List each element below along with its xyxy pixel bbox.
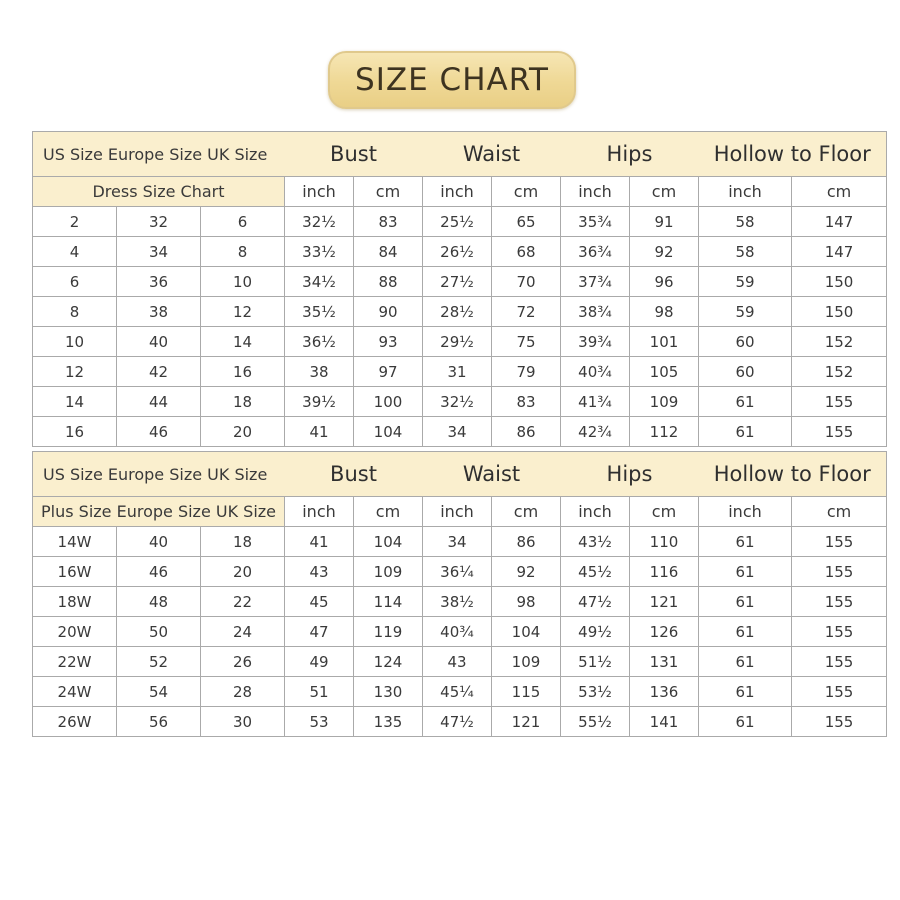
uk-size-cell: 28 bbox=[201, 677, 285, 707]
hollow-inch-cell: 61 bbox=[699, 707, 792, 737]
hollow-to-floor-header: Hollow to Floor bbox=[699, 132, 887, 177]
table-row bbox=[33, 297, 887, 327]
europe-size-cell: 38 bbox=[117, 297, 201, 327]
bust-cm-cell: 84 bbox=[354, 237, 423, 267]
bust-inch-cell: 47 bbox=[285, 617, 354, 647]
hollow-cm-cell: 155 bbox=[792, 677, 887, 707]
hollow-inch-cell: 58 bbox=[699, 237, 792, 267]
bust-inch-cell: 45 bbox=[285, 587, 354, 617]
bust-cm-cell: 124 bbox=[354, 647, 423, 677]
europe-size-cell: 44 bbox=[117, 387, 201, 417]
us-size-cell: 2 bbox=[33, 207, 117, 237]
europe-size-cell: 46 bbox=[117, 417, 201, 447]
hips-inch-cell: 38¾ bbox=[561, 297, 630, 327]
uk-size-cell: 18 bbox=[201, 527, 285, 557]
hips-header: Hips bbox=[561, 132, 699, 177]
bust-header: Bust bbox=[285, 132, 423, 177]
waist-cm-cell: 83 bbox=[492, 387, 561, 417]
table-row bbox=[33, 557, 887, 587]
bust-cm-cell: 100 bbox=[354, 387, 423, 417]
us-size-cell: 6 bbox=[33, 267, 117, 297]
table-row bbox=[33, 207, 887, 237]
us-size-cell: 14W bbox=[33, 527, 117, 557]
table-row bbox=[33, 677, 887, 707]
hollow-cm-cell: 152 bbox=[792, 357, 887, 387]
hollow-inch-cell: 59 bbox=[699, 297, 792, 327]
hollow-cm-cell: 155 bbox=[792, 527, 887, 557]
waist-inch-cell: 40¾ bbox=[423, 617, 492, 647]
us-size-cell: 20W bbox=[33, 617, 117, 647]
uk-size-cell: 22 bbox=[201, 587, 285, 617]
bust-inch-cell: 53 bbox=[285, 707, 354, 737]
europe-size-cell: 32 bbox=[117, 207, 201, 237]
hollow-cm-cell: 147 bbox=[792, 237, 887, 267]
table-row bbox=[33, 357, 887, 387]
hips-inch-cell: 36¾ bbox=[561, 237, 630, 267]
hips-inch-cell: 53½ bbox=[561, 677, 630, 707]
hips-inch-cell: 49½ bbox=[561, 617, 630, 647]
hollow-inch-cell: 61 bbox=[699, 587, 792, 617]
waist-inch-unit: inch bbox=[423, 177, 492, 207]
page-title: SIZE CHART bbox=[328, 51, 576, 109]
bust-inch-cell: 39½ bbox=[285, 387, 354, 417]
waist-cm-cell: 65 bbox=[492, 207, 561, 237]
us-size-cell: 24W bbox=[33, 677, 117, 707]
waist-cm-cell: 86 bbox=[492, 527, 561, 557]
bust-inch-cell: 43 bbox=[285, 557, 354, 587]
bust-cm-unit: cm bbox=[354, 177, 423, 207]
dress-table-body bbox=[33, 207, 887, 447]
table-row bbox=[33, 387, 887, 417]
hollow-inch-cell: 61 bbox=[699, 387, 792, 417]
table-row bbox=[33, 237, 887, 267]
europe-size-cell: 54 bbox=[117, 677, 201, 707]
bust-cm-cell: 104 bbox=[354, 417, 423, 447]
waist-inch-cell: 36¼ bbox=[423, 557, 492, 587]
dress-size-table bbox=[32, 131, 887, 447]
waist-inch-cell: 47½ bbox=[423, 707, 492, 737]
waist-inch-cell: 32½ bbox=[423, 387, 492, 417]
hollow-inch-cell: 61 bbox=[699, 647, 792, 677]
us-size-cell: 12 bbox=[33, 357, 117, 387]
hollow-inch-cell: 60 bbox=[699, 327, 792, 357]
waist-cm-cell: 75 bbox=[492, 327, 561, 357]
waist-inch-cell: 34 bbox=[423, 527, 492, 557]
waist-inch-cell: 29½ bbox=[423, 327, 492, 357]
hips-cm-cell: 136 bbox=[630, 677, 699, 707]
hollow-cm-cell: 155 bbox=[792, 417, 887, 447]
table-row bbox=[33, 617, 887, 647]
europe-size-cell: 48 bbox=[117, 587, 201, 617]
bust-cm-cell: 119 bbox=[354, 617, 423, 647]
waist-inch-cell: 27½ bbox=[423, 267, 492, 297]
europe-size-cell: 56 bbox=[117, 707, 201, 737]
hips-cm-cell: 116 bbox=[630, 557, 699, 587]
hips-cm-cell: 131 bbox=[630, 647, 699, 677]
uk-size-cell: 12 bbox=[201, 297, 285, 327]
hollow-inch-cell: 60 bbox=[699, 357, 792, 387]
hollow-inch-cell: 61 bbox=[699, 557, 792, 587]
hips-inch-cell: 43½ bbox=[561, 527, 630, 557]
bust-inch-cell: 35½ bbox=[285, 297, 354, 327]
waist-cm-cell: 109 bbox=[492, 647, 561, 677]
hollow-cm-cell: 155 bbox=[792, 707, 887, 737]
hips-cm-cell: 126 bbox=[630, 617, 699, 647]
waist-inch-cell: 28½ bbox=[423, 297, 492, 327]
hollow-cm-cell: 150 bbox=[792, 297, 887, 327]
waist-inch-cell: 34 bbox=[423, 417, 492, 447]
hollow-cm-cell: 155 bbox=[792, 557, 887, 587]
waist-cm-cell: 72 bbox=[492, 297, 561, 327]
hollow-cm-cell: 155 bbox=[792, 647, 887, 677]
size-systems-header: US Size Europe Size UK Size bbox=[33, 452, 285, 497]
hollow-cm-cell: 150 bbox=[792, 267, 887, 297]
waist-cm-unit: cm bbox=[492, 497, 561, 527]
us-size-cell: 10 bbox=[33, 327, 117, 357]
table-header-row bbox=[33, 452, 887, 497]
hips-inch-cell: 39¾ bbox=[561, 327, 630, 357]
bust-inch-unit: inch bbox=[285, 177, 354, 207]
table-header-row bbox=[33, 132, 887, 177]
hollow-cm-cell: 155 bbox=[792, 617, 887, 647]
waist-cm-cell: 92 bbox=[492, 557, 561, 587]
plus-table-body bbox=[33, 527, 887, 737]
hips-cm-unit: cm bbox=[630, 177, 699, 207]
uk-size-cell: 26 bbox=[201, 647, 285, 677]
bust-cm-cell: 90 bbox=[354, 297, 423, 327]
bust-inch-cell: 32½ bbox=[285, 207, 354, 237]
hollow-inch-cell: 58 bbox=[699, 207, 792, 237]
hollow-inch-cell: 61 bbox=[699, 527, 792, 557]
waist-header: Waist bbox=[423, 452, 561, 497]
uk-size-cell: 6 bbox=[201, 207, 285, 237]
hollow-inch-cell: 61 bbox=[699, 617, 792, 647]
uk-size-cell: 30 bbox=[201, 707, 285, 737]
europe-size-cell: 46 bbox=[117, 557, 201, 587]
europe-size-cell: 36 bbox=[117, 267, 201, 297]
waist-inch-cell: 45¼ bbox=[423, 677, 492, 707]
waist-inch-cell: 38½ bbox=[423, 587, 492, 617]
bust-inch-cell: 41 bbox=[285, 417, 354, 447]
hips-cm-unit: cm bbox=[630, 497, 699, 527]
hollow-cm-unit: cm bbox=[792, 177, 887, 207]
hollow-inch-cell: 59 bbox=[699, 267, 792, 297]
hips-inch-cell: 51½ bbox=[561, 647, 630, 677]
hollow-inch-cell: 61 bbox=[699, 677, 792, 707]
table-row bbox=[33, 417, 887, 447]
table-row bbox=[33, 327, 887, 357]
bust-cm-unit: cm bbox=[354, 497, 423, 527]
bust-header: Bust bbox=[285, 452, 423, 497]
hollow-inch-cell: 61 bbox=[699, 417, 792, 447]
bust-cm-cell: 109 bbox=[354, 557, 423, 587]
table-row bbox=[33, 587, 887, 617]
hips-header: Hips bbox=[561, 452, 699, 497]
bust-cm-cell: 97 bbox=[354, 357, 423, 387]
us-size-cell: 22W bbox=[33, 647, 117, 677]
bust-cm-cell: 88 bbox=[354, 267, 423, 297]
hollow-cm-cell: 147 bbox=[792, 207, 887, 237]
hips-inch-cell: 40¾ bbox=[561, 357, 630, 387]
waist-cm-cell: 115 bbox=[492, 677, 561, 707]
waist-cm-cell: 104 bbox=[492, 617, 561, 647]
hollow-to-floor-header: Hollow to Floor bbox=[699, 452, 887, 497]
hips-inch-cell: 55½ bbox=[561, 707, 630, 737]
us-size-cell: 8 bbox=[33, 297, 117, 327]
bust-cm-cell: 83 bbox=[354, 207, 423, 237]
hips-cm-cell: 98 bbox=[630, 297, 699, 327]
europe-size-cell: 50 bbox=[117, 617, 201, 647]
waist-cm-cell: 79 bbox=[492, 357, 561, 387]
bust-cm-cell: 104 bbox=[354, 527, 423, 557]
waist-cm-cell: 121 bbox=[492, 707, 561, 737]
us-size-cell: 4 bbox=[33, 237, 117, 267]
bust-inch-cell: 41 bbox=[285, 527, 354, 557]
hollow-cm-cell: 152 bbox=[792, 327, 887, 357]
us-size-cell: 18W bbox=[33, 587, 117, 617]
hips-cm-cell: 109 bbox=[630, 387, 699, 417]
uk-size-cell: 10 bbox=[201, 267, 285, 297]
hollow-inch-unit: inch bbox=[699, 497, 792, 527]
bust-inch-cell: 49 bbox=[285, 647, 354, 677]
us-size-cell: 16 bbox=[33, 417, 117, 447]
bust-inch-unit: inch bbox=[285, 497, 354, 527]
us-size-cell: 16W bbox=[33, 557, 117, 587]
us-size-cell: 14 bbox=[33, 387, 117, 417]
europe-size-cell: 42 bbox=[117, 357, 201, 387]
waist-inch-cell: 31 bbox=[423, 357, 492, 387]
hips-inch-unit: inch bbox=[561, 177, 630, 207]
table-subheader-row bbox=[33, 497, 887, 527]
hips-cm-cell: 92 bbox=[630, 237, 699, 267]
hips-cm-cell: 96 bbox=[630, 267, 699, 297]
waist-inch-cell: 25½ bbox=[423, 207, 492, 237]
hips-cm-cell: 141 bbox=[630, 707, 699, 737]
bust-cm-cell: 114 bbox=[354, 587, 423, 617]
uk-size-cell: 20 bbox=[201, 417, 285, 447]
waist-cm-cell: 70 bbox=[492, 267, 561, 297]
waist-inch-unit: inch bbox=[423, 497, 492, 527]
waist-inch-cell: 26½ bbox=[423, 237, 492, 267]
plus-size-table bbox=[32, 451, 887, 737]
table-subheader-row bbox=[33, 177, 887, 207]
waist-cm-unit: cm bbox=[492, 177, 561, 207]
waist-cm-cell: 98 bbox=[492, 587, 561, 617]
dress-size-chart-label: Dress Size Chart bbox=[33, 177, 285, 207]
hollow-cm-cell: 155 bbox=[792, 387, 887, 417]
plus-size-chart-label: Plus Size Europe Size UK Size bbox=[33, 497, 285, 527]
bust-inch-cell: 34½ bbox=[285, 267, 354, 297]
hips-inch-cell: 41¾ bbox=[561, 387, 630, 417]
hollow-cm-unit: cm bbox=[792, 497, 887, 527]
table-row bbox=[33, 707, 887, 737]
hips-inch-cell: 42¾ bbox=[561, 417, 630, 447]
bust-inch-cell: 38 bbox=[285, 357, 354, 387]
hips-cm-cell: 112 bbox=[630, 417, 699, 447]
hollow-inch-unit: inch bbox=[699, 177, 792, 207]
bust-inch-cell: 51 bbox=[285, 677, 354, 707]
waist-cm-cell: 68 bbox=[492, 237, 561, 267]
hips-inch-cell: 37¾ bbox=[561, 267, 630, 297]
uk-size-cell: 14 bbox=[201, 327, 285, 357]
table-row bbox=[33, 267, 887, 297]
hips-inch-cell: 45½ bbox=[561, 557, 630, 587]
uk-size-cell: 24 bbox=[201, 617, 285, 647]
hips-cm-cell: 105 bbox=[630, 357, 699, 387]
europe-size-cell: 40 bbox=[117, 327, 201, 357]
europe-size-cell: 52 bbox=[117, 647, 201, 677]
hips-inch-cell: 35¾ bbox=[561, 207, 630, 237]
bust-cm-cell: 130 bbox=[354, 677, 423, 707]
hips-inch-cell: 47½ bbox=[561, 587, 630, 617]
hips-cm-cell: 101 bbox=[630, 327, 699, 357]
hips-inch-unit: inch bbox=[561, 497, 630, 527]
us-size-cell: 26W bbox=[33, 707, 117, 737]
uk-size-cell: 16 bbox=[201, 357, 285, 387]
uk-size-cell: 18 bbox=[201, 387, 285, 417]
table-row bbox=[33, 527, 887, 557]
bust-cm-cell: 93 bbox=[354, 327, 423, 357]
size-systems-header: US Size Europe Size UK Size bbox=[33, 132, 285, 177]
uk-size-cell: 20 bbox=[201, 557, 285, 587]
hollow-cm-cell: 155 bbox=[792, 587, 887, 617]
uk-size-cell: 8 bbox=[201, 237, 285, 267]
bust-cm-cell: 135 bbox=[354, 707, 423, 737]
bust-inch-cell: 33½ bbox=[285, 237, 354, 267]
table-row bbox=[33, 647, 887, 677]
hips-cm-cell: 121 bbox=[630, 587, 699, 617]
bust-inch-cell: 36½ bbox=[285, 327, 354, 357]
waist-inch-cell: 43 bbox=[423, 647, 492, 677]
europe-size-cell: 40 bbox=[117, 527, 201, 557]
waist-cm-cell: 86 bbox=[492, 417, 561, 447]
europe-size-cell: 34 bbox=[117, 237, 201, 267]
waist-header: Waist bbox=[423, 132, 561, 177]
hips-cm-cell: 110 bbox=[630, 527, 699, 557]
hips-cm-cell: 91 bbox=[630, 207, 699, 237]
